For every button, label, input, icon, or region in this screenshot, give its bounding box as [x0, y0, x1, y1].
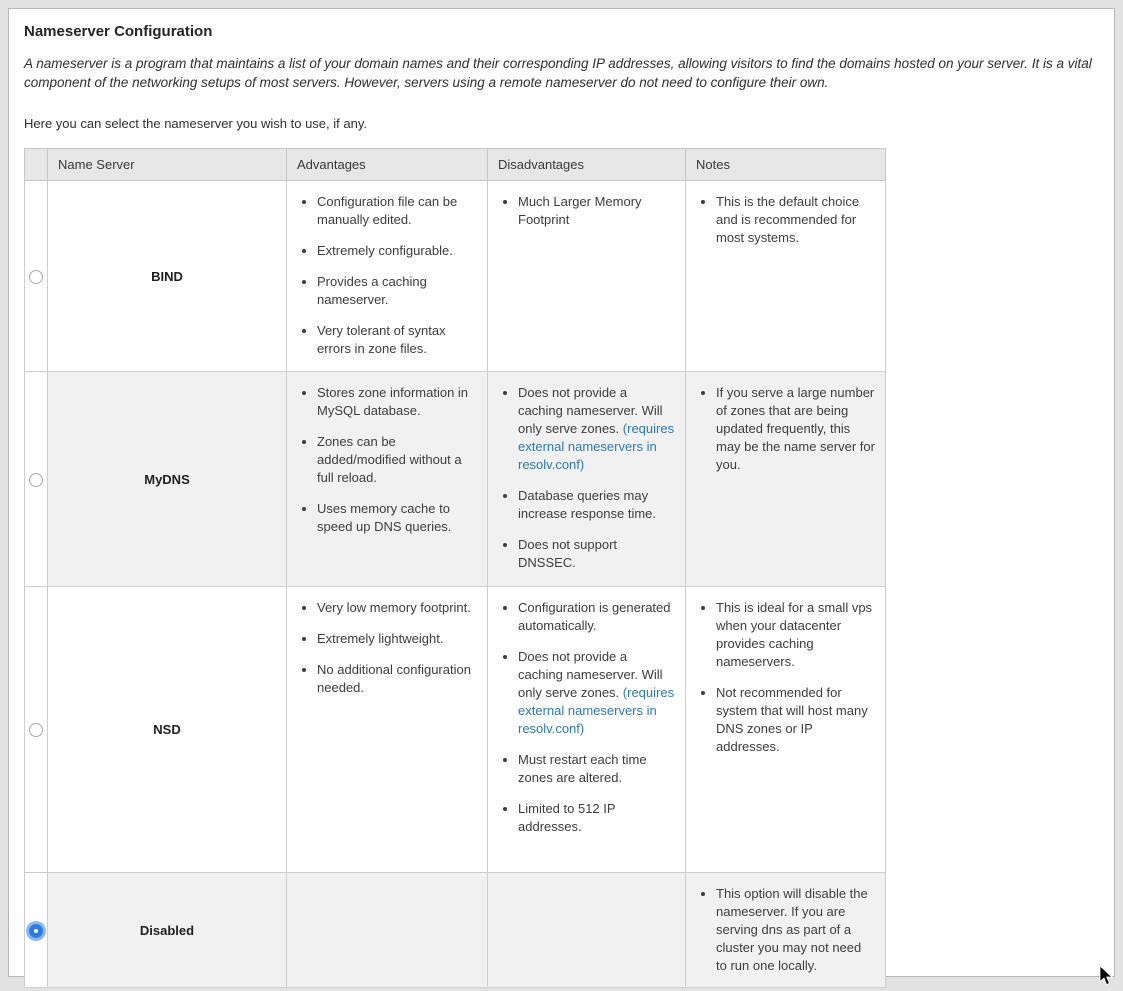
bullet-item: • Database queries may increase response time.: [518, 487, 675, 523]
radio-nsd[interactable]: [29, 723, 43, 737]
radio-cell-mydns: [25, 372, 48, 587]
bullet-item: • Much Larger Memory Footprint: [518, 193, 675, 229]
bullet-item: • Extremely lightweight.: [317, 630, 477, 648]
bullet-item: • No additional configuration needed.: [317, 661, 477, 697]
bullet-item: • Configuration is generated automatically.: [518, 599, 675, 635]
radio-disabled[interactable]: [29, 924, 43, 938]
disadvantages-list: [498, 599, 675, 836]
bullet-item: • Uses memory cache to speed up DNS queries.: [317, 500, 477, 536]
nameserver-name-nsd: NSD: [48, 587, 287, 873]
notes-cell-disabled: [686, 873, 886, 988]
nameserver-table: [24, 148, 886, 988]
advantages-cell-disabled: [287, 873, 488, 988]
notes-list: [696, 599, 875, 756]
bullet-item: • Limited to 512 IP addresses.: [518, 800, 675, 836]
advantages-cell-mydns: [287, 372, 488, 587]
notes-cell-bind: [686, 181, 886, 372]
intro-text: A nameserver is a program that maintains a list of your domain names and their corresponding IP addresses, allowing visitors to find the domains hosted on your server. It is a vital component of the networking setups of most servers. However, servers using a remote nameserver do not need to configure their own.: [24, 56, 1092, 90]
page-title: Nameserver Configuration: [24, 23, 213, 40]
header-advantages: Advantages: [287, 149, 488, 181]
header-disadvantages: Disadvantages: [488, 149, 686, 181]
table-row-disabled: [25, 873, 886, 988]
table-header-row: [25, 149, 886, 181]
disadvantages-cell-disabled: [488, 873, 686, 988]
nameserver-name-mydns: MyDNS: [48, 372, 287, 587]
radio-cell-bind: [25, 181, 48, 372]
bullet-item: • Does not support DNSSEC.: [518, 536, 675, 572]
advantages-list: [297, 193, 477, 358]
bullet-item: • Not recommended for system that will host many DNS zones or IP addresses.: [716, 684, 875, 756]
resolv-conf-link[interactable]: (requires external nameservers in resolv.conf): [518, 421, 675, 472]
notes-cell-nsd: [686, 587, 886, 873]
bullet-item: • Configuration file can be manually edited.: [317, 193, 477, 229]
bullet-item: • Very low memory footprint.: [317, 599, 477, 617]
notes-list: [696, 885, 875, 975]
bullet-item: • Zones can be added/modified without a full reload.: [317, 433, 477, 487]
advantages-list: [297, 599, 477, 697]
nameserver-name-bind: BIND: [48, 181, 287, 372]
disadvantages-list: [498, 193, 675, 229]
instruction-text: Here you can select the nameserver you wish to use, if any.: [24, 116, 367, 131]
table-row-nsd: [25, 587, 886, 873]
radio-bind[interactable]: [29, 270, 43, 284]
nameserver-table-body: [25, 181, 886, 988]
header-notes: Notes: [686, 149, 886, 181]
content-panel: [8, 8, 1115, 977]
disadvantages-cell-nsd: [488, 587, 686, 873]
radio-cell-nsd: [25, 587, 48, 873]
notes-list: [696, 384, 875, 474]
bullet-item: • If you serve a large number of zones that are being updated frequently, this may be the name server for you.: [716, 384, 875, 474]
disadvantages-list: [498, 384, 675, 572]
advantages-cell-nsd: [287, 587, 488, 873]
resolv-conf-link[interactable]: (requires external nameservers in resolv.conf): [518, 685, 675, 736]
header-radio-column: [25, 149, 48, 181]
bullet-item: • Very tolerant of syntax errors in zone files.: [317, 322, 477, 358]
bullet-item: • Stores zone information in MySQL database.: [317, 384, 477, 420]
radio-selected-dot: [34, 929, 38, 933]
notes-list: [696, 193, 875, 247]
bullet-item: • This option will disable the nameserver. If you are serving dns as part of a cluster you may not need to run one locally.: [716, 885, 875, 975]
advantages-list: [297, 384, 477, 536]
header-name-server: Name Server: [48, 149, 287, 181]
advantages-cell-bind: [287, 181, 488, 372]
bullet-item: • This is ideal for a small vps when your datacenter provides caching nameservers.: [716, 599, 875, 671]
bullet-item: • Extremely configurable.: [317, 242, 477, 260]
disadvantages-cell-mydns: [488, 372, 686, 587]
table-row-bind: [25, 181, 886, 372]
bullet-item: • Must restart each time zones are altered.: [518, 751, 675, 787]
bullet-item: • Provides a caching nameserver.: [317, 273, 477, 309]
radio-cell-disabled: [25, 873, 48, 988]
notes-cell-mydns: [686, 372, 886, 587]
bullet-item: • Does not provide a caching nameserver. Will only serve zones. (requires external nameservers in resolv.conf): [518, 384, 675, 474]
radio-mydns[interactable]: [29, 473, 43, 487]
table-row-mydns: [25, 372, 886, 587]
bullet-item: • Does not provide a caching nameserver. Will only serve zones. (requires external nameservers in resolv.conf): [518, 648, 675, 738]
bullet-item: • This is the default choice and is recommended for most systems.: [716, 193, 875, 247]
nameserver-name-disabled: Disabled: [48, 873, 287, 988]
disadvantages-cell-bind: [488, 181, 686, 372]
